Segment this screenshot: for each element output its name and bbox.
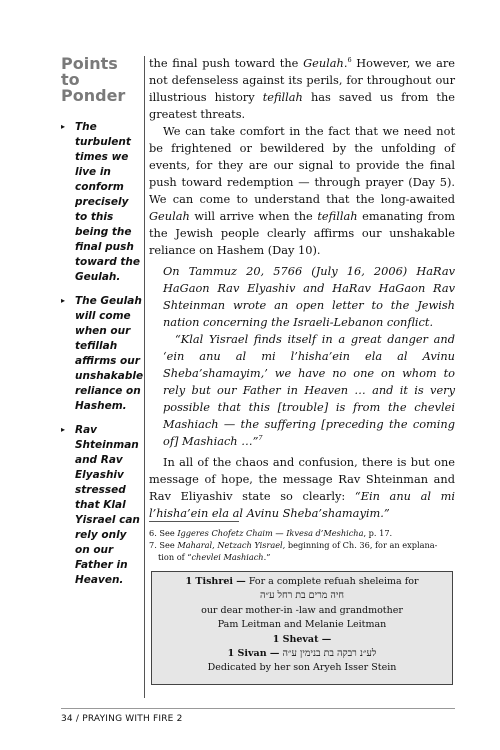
sidebar-title bbox=[61, 56, 143, 104]
paragraph bbox=[149, 454, 455, 522]
triangle-bullet-icon: ▸ bbox=[61, 425, 66, 434]
dedication-date: 1 Sivan — bbox=[227, 648, 280, 660]
text-run: For a complete refuah sheleima for bbox=[245, 576, 419, 587]
text-run: will arrive when the bbox=[189, 209, 318, 223]
paragraph bbox=[149, 55, 455, 123]
sidebar-title-line: Ponder bbox=[61, 86, 126, 105]
footnote-marker: 6 bbox=[347, 56, 352, 65]
text-run: 7. See bbox=[149, 540, 178, 550]
sidebar-point bbox=[61, 294, 143, 414]
column-divider bbox=[144, 56, 145, 698]
sidebar-point-text: The turbulent times we live in conform precisely to this being the final push toward the Geulah. bbox=[75, 121, 140, 283]
text-run: has saved us from the greatest threats. bbox=[149, 90, 455, 121]
paragraph bbox=[149, 123, 455, 259]
points-to-ponder-sidebar bbox=[61, 56, 143, 597]
dedication-line bbox=[152, 633, 452, 647]
term-geulah: Geulah. bbox=[303, 56, 348, 70]
text-run: emanating from the Jewish people clearly affirms our unshakable reliance on Hashem (Day 10). bbox=[149, 209, 455, 257]
quote-intro: On Tammuz 20, 5766 (July 16, 2006) HaRav HaGaon Rav Elyashiv and HaRav HaGaon Rav Shteinman wrote an open letter to the Jewish nation concerning the Israeli-Lebanon conflict. bbox=[163, 264, 455, 329]
quote-text: “Klal Yisrael finds itself in a great danger and ‘ein anu al mi l’hisha’ein ela al Avinu Sheba’shamayim,’ we have no one on whom to rely but our Father in Heaven … and it is very possible that this [trouble] is from the chevlei Mashiach — the suffering [preceding the coming of] Mashiach …” bbox=[163, 332, 455, 448]
dedication-line: Pam Leitman and Melanie Leitman bbox=[217, 619, 387, 631]
text-run: , p. 17. bbox=[363, 528, 393, 538]
triangle-bullet-icon: ▸ bbox=[61, 122, 66, 131]
dedication-hebrew-name: חיה מרים בת רחל ע״ה bbox=[260, 590, 344, 602]
dedication-line: Dedicated by her son Aryeh Isser Stein bbox=[207, 662, 397, 674]
footer-rule bbox=[61, 708, 455, 709]
dedication-box bbox=[151, 571, 453, 685]
sidebar-point bbox=[61, 423, 143, 588]
dedication-date: 1 Shevat — bbox=[272, 633, 332, 645]
term-tefillah: tefillah bbox=[317, 209, 358, 223]
main-text-column bbox=[149, 55, 455, 522]
footnote-rule bbox=[149, 521, 239, 522]
text-run: .” bbox=[263, 552, 271, 562]
text-run: tion of “ bbox=[158, 552, 192, 562]
footnotes bbox=[149, 527, 455, 563]
sidebar-point-text: Rav Shteinman and Rav Elyashiv stressed that Klal Yisrael can rely only on our Father in Heaven. bbox=[75, 424, 140, 586]
text-run: However, we are not defenseless against its perils, for throughout our illustrious history bbox=[149, 56, 455, 104]
text-run: 6. See bbox=[149, 528, 178, 538]
text-run: the final push toward the bbox=[149, 56, 304, 70]
dedication-hebrew-name: לע״נ רבקה בת בנימין ע״ה bbox=[282, 648, 377, 660]
footnote-7 bbox=[149, 539, 455, 551]
text-run: chevlei Mashiach bbox=[191, 552, 264, 562]
term-geulah: Geulah bbox=[149, 209, 190, 223]
sidebar-title-line: Points bbox=[61, 54, 118, 73]
term-tefillah: tefillah bbox=[262, 90, 303, 104]
text-run: Iggeres Chofetz Chaim — Ikvesa d’Meshicha bbox=[177, 528, 364, 538]
triangle-bullet-icon: ▸ bbox=[61, 296, 66, 305]
footnote-6 bbox=[149, 527, 455, 539]
sidebar-point bbox=[61, 120, 143, 285]
sidebar-title-line: to bbox=[61, 70, 80, 89]
dedication-line: our dear mother-in -law and grandmother bbox=[201, 604, 403, 616]
text-run: In all of the chaos and confusion, there is but one message of hope, the message Rav Shteinman and Rav Eliyashiv state so clearly: bbox=[149, 455, 455, 503]
text-run: beginning of Ch. 36, for an explana- bbox=[285, 540, 438, 550]
page-footer: 34 / PRAYING WITH FIRE 2 bbox=[61, 714, 183, 724]
footnote-7-continued bbox=[149, 551, 455, 563]
quoted-phrase: “Ein anu al mi l’hisha’ein ela al Avinu Sheba’shamayim.” bbox=[149, 489, 455, 520]
quote-body bbox=[163, 331, 455, 450]
sidebar-point-text: The Geulah will come when our tefillah affirms our unshakable reliance on Hashem. bbox=[75, 295, 144, 412]
footnote-marker: 7 bbox=[258, 434, 263, 443]
dedication-line bbox=[152, 575, 452, 589]
dedication-date: 1 Tishrei — bbox=[185, 576, 246, 587]
dedication-line bbox=[152, 647, 452, 661]
text-run: We can take comfort in the fact that we need not be frightened or bewildered by the unfolding of events, for they are our signal to provide the final push toward redemption — through prayer (Day 5). We can come to understand that the long-awaited bbox=[149, 124, 455, 206]
text-run: Maharal, Netzach Yisrael, bbox=[177, 540, 286, 550]
